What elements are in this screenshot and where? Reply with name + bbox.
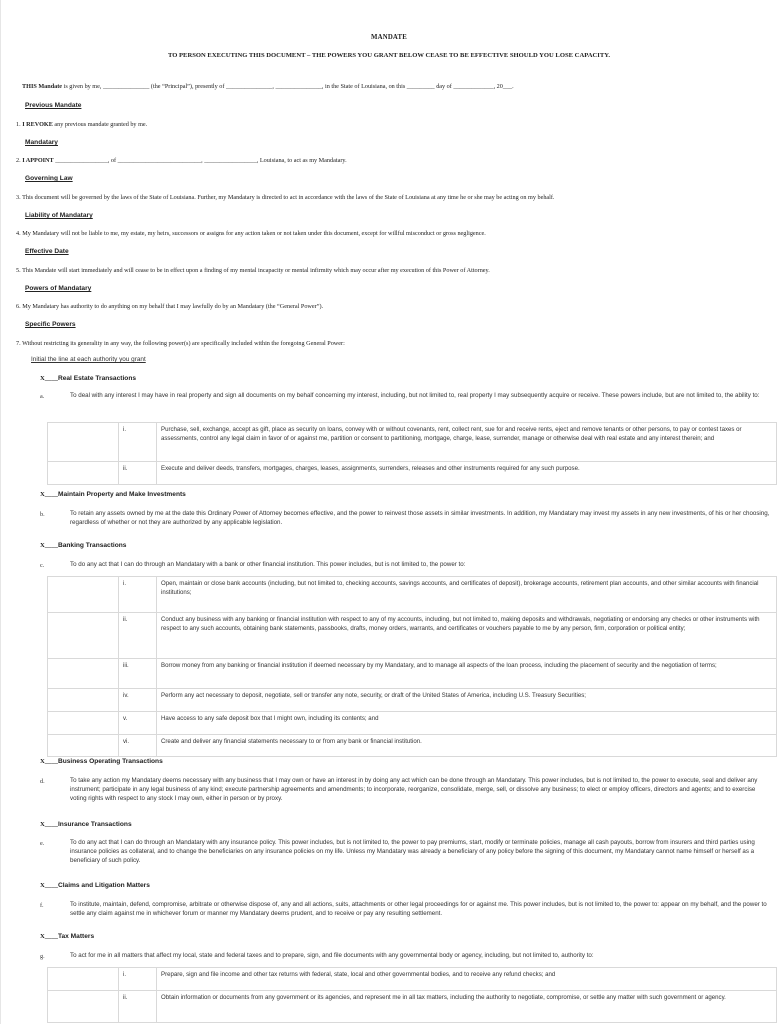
sub-item-text: Execute and deliver deeds, transfers, mortgages, charges, leases, assignments, surrenders, releases and other instruments required for any such purpose. bbox=[157, 462, 777, 485]
clause-1 bbox=[16, 121, 147, 129]
heading-effective-date: Effective Date bbox=[25, 248, 69, 255]
authority-letter: g. bbox=[40, 953, 45, 960]
clause-text: _________________, of ___________________________, _________________, Louisiana, to act as my Mandatary. bbox=[53, 157, 347, 164]
clause-number: 7. bbox=[16, 340, 21, 347]
sub-item-text: Conduct any business with any banking or financial institution with respect to any of my accounts, including, but not limited to, making deposits and withdrawals, negotiating or endorsing any checks or other instruments with respect to any such accounts, obtaining bank statements, passbooks, drafts, money orders, warrants, and certificates or vouchers payable to me by any person, firm, corporation or political entity; bbox=[157, 613, 777, 659]
initial-line[interactable]: X____ bbox=[40, 491, 58, 498]
sub-item-text: Prepare, sign and file income and other tax returns with federal, state, local and other governmental bodies, and to receive any refund checks; and bbox=[157, 968, 777, 991]
document-title: MANDATE bbox=[370, 34, 407, 41]
sub-item-number: iv. bbox=[119, 689, 157, 712]
clause-6 bbox=[16, 303, 323, 311]
sub-item-number: ii. bbox=[119, 613, 157, 659]
initial-line[interactable]: X____ bbox=[40, 758, 58, 765]
table-row bbox=[48, 689, 777, 712]
authority-maintain-property bbox=[40, 491, 186, 500]
authority-letter: a. bbox=[40, 393, 45, 400]
clause-text: My Mandatary will not be liable to me, my estate, my heirs, successors or assigns for any action taken or not taken under this document, except for willful misconduct or gross negligence. bbox=[22, 230, 486, 237]
intro-bold-lead: THIS Mandate bbox=[22, 83, 63, 90]
authority-label: Banking Transactions bbox=[57, 542, 127, 549]
table-row bbox=[48, 462, 777, 485]
heading-previous-mandate: Previous Mandate bbox=[25, 102, 82, 109]
sub-item-number: ii. bbox=[119, 462, 157, 485]
table-row bbox=[48, 991, 777, 1023]
sub-item-text: Purchase, sell, exchange, accept as gift, place as security on loans, convey with or without covenants, rent, collect rent, sue for and receive rents, eject and remove tenants or other persons, to pay or contest taxes or assessments, control any legal claim in favor of or against me, partition or consent to partitioning, mortgage, charge, lease, surrender, manage or otherwise deal with real estate and any interest therein; and bbox=[157, 423, 777, 462]
authority-letter: e. bbox=[40, 840, 45, 847]
clause-7 bbox=[16, 340, 345, 348]
authority-label: Insurance Transactions bbox=[57, 821, 132, 828]
heading-governing-law: Governing Law bbox=[25, 175, 73, 182]
document-subtitle: TO PERSON EXECUTING THIS DOCUMENT – THE POWERS YOU GRANT BELOW CEASE TO BE EFFECTIVE SHOULD YOU LOSE CAPACITY. bbox=[167, 52, 611, 59]
heading-liability: Liability of Mandatary bbox=[25, 212, 93, 219]
authority-text: To act for me in all matters that affect my local, state and federal taxes and to prepare, sign, and file documents with any governmental body or agency, including, but not limited to, authority to: bbox=[70, 952, 594, 959]
clause-2 bbox=[16, 157, 347, 165]
authority-letter: b. bbox=[40, 511, 45, 518]
authority-banking bbox=[40, 542, 126, 551]
clause-text: any previous mandate granted by me. bbox=[52, 121, 148, 128]
clause-number: 5. bbox=[16, 267, 21, 274]
sub-item-text: Perform any act necessary to deposit, negotiate, sell or transfer any note, security, or draft of the United States of America, including U.S. Treasury Securities; bbox=[157, 689, 777, 712]
sub-items-table bbox=[47, 967, 777, 1023]
clause-text: My Mandatary has authority to do anything on my behalf that I may lawfully do by an Mandatary (the “General Power”). bbox=[22, 303, 324, 310]
sub-item-number: iii. bbox=[119, 659, 157, 689]
authority-letter: f. bbox=[40, 902, 44, 909]
initial-line[interactable]: X____ bbox=[40, 375, 58, 382]
authority-letter: d. bbox=[40, 778, 45, 785]
initial-line[interactable]: X____ bbox=[40, 542, 58, 549]
authority-letter: c. bbox=[40, 562, 45, 569]
authority-label: Business Operating Transactions bbox=[57, 758, 163, 765]
clause-text: This Mandate will start immediately and will cease to be in effect upon a finding of my mental incapacity or mental infirmity which may occur after my execution of this Power of Attorney. bbox=[22, 267, 490, 274]
intro-text: is given by me, _______________ (the “Principal”), presently of _______________, _______________, in the State of Louisiana, on this _________ day of _____________, 20___. bbox=[62, 83, 514, 90]
heading-mandatary: Mandatary bbox=[25, 139, 58, 146]
initial-line[interactable]: X____ bbox=[40, 882, 58, 889]
sub-items-table bbox=[47, 576, 777, 757]
sub-item-text: Create and deliver any financial statements necessary to or from any bank or financial institution. bbox=[157, 735, 777, 757]
clause-number: 3. bbox=[16, 194, 21, 201]
table-row bbox=[48, 613, 777, 659]
authority-text: To take any action my Mandatary deems necessary with any business that I may own or have an interest in by doing any act which can be done through an Mandatary. This power includes, but is not limited to, the power to execute, seal and deliver any instrument; participate in any legal business of any kind; execute partnership agreements and amendments; to incorporate, reorganize, consolidate, merge, sell, or dissolve any business; to elect or employ officers, directors and agents; and to exercise voting rights with respect to any stock I may own, either in person or by proxy. bbox=[70, 777, 758, 802]
authority-tax bbox=[40, 933, 94, 942]
authority-text: To do any act that I can do through an Mandatary with any insurance policy. This power includes, but is not limited to, the power to pay premiums, start, modify or terminate policies, manage all cash payouts, borrow from insurers and third parties using insurance policies as collateral, and to change the beneficiaries on any insurance policies on my life. Unless my Mandatary was already a beneficiary of any policy before the signing of this document, my Mandatary cannot name himself or herself as a beneficiary of such policy. bbox=[70, 839, 755, 864]
clause-text: This document will be governed by the laws of the State of Louisiana. Further, my Mandatary is directed to act in accordance with the laws of the State of Louisiana at any time he or she may be acting on my behalf. bbox=[22, 194, 555, 201]
authority-text: To deal with any interest I may have in real property and sign all documents on my behalf concerning my interest, including, but not limited to, real property I may subsequently acquire or receive. These powers include, but are not limited to, the ability to: bbox=[70, 392, 760, 399]
intro-paragraph bbox=[22, 83, 514, 91]
sub-item-number: i. bbox=[119, 423, 157, 462]
heading-specific-powers: Specific Powers bbox=[25, 321, 76, 328]
authority-label: Tax Matters bbox=[57, 933, 95, 940]
sub-item-number: ii. bbox=[119, 991, 157, 1023]
sub-item-text: Open, maintain or close bank accounts (including, but not limited to, checking accounts, savings accounts, and certificates of deposit), brokerage accounts, retirement plan accounts, and other similar accounts with financial institutions; bbox=[157, 577, 777, 613]
table-row bbox=[48, 712, 777, 735]
clause-number: 1. bbox=[16, 121, 21, 128]
clause-number: 2. bbox=[16, 157, 21, 164]
sub-item-number: i. bbox=[119, 577, 157, 613]
instruction-initial: Initial the line at each authority you grant bbox=[31, 356, 146, 363]
sub-items-table bbox=[47, 422, 777, 485]
authority-text: To do any act that I can do through an Mandatary with a bank or other financial institution. This power includes, but is not limited to, the power to: bbox=[70, 561, 466, 568]
clause-bold: I REVOKE bbox=[22, 121, 53, 128]
clause-text: Without restricting its generality in any way, the following power(s) are specifically included within the foregoing General Power: bbox=[22, 340, 345, 347]
table-row bbox=[48, 735, 777, 757]
authority-label: Maintain Property and Make Investments bbox=[57, 491, 186, 498]
authority-real-estate bbox=[40, 375, 136, 384]
table-row bbox=[48, 659, 777, 689]
clause-3 bbox=[16, 194, 554, 202]
authority-label: Claims and Litigation Matters bbox=[57, 882, 150, 889]
clause-5 bbox=[16, 267, 490, 275]
clause-4 bbox=[16, 230, 486, 238]
clause-number: 6. bbox=[16, 303, 21, 310]
clause-bold: I APPOINT bbox=[22, 157, 54, 164]
sub-item-number: i. bbox=[119, 968, 157, 991]
sub-item-number: vi. bbox=[119, 735, 157, 757]
heading-powers: Powers of Mandatary bbox=[25, 285, 92, 292]
clause-number: 4. bbox=[16, 230, 21, 237]
table-row bbox=[48, 577, 777, 613]
table-row bbox=[48, 968, 777, 991]
table-row bbox=[48, 423, 777, 462]
authority-text: To retain any assets owned by me at the date this Ordinary Power of Attorney becomes effective, and the power to reinvest those assets in similar investments. In addition, my Mandatary may invest my assets in any new investments, of his or her choosing, regardless of whether or not they are authorized by any applicable legislation. bbox=[70, 510, 770, 526]
sub-item-text: Borrow money from any banking or financial institution if deemed necessary by my Mandatary, and to manage all aspects of the loan process, including the placement of security and the negotiation of terms; bbox=[157, 659, 777, 689]
initial-line[interactable]: X____ bbox=[40, 933, 58, 940]
sub-item-text: Obtain information or documents from any government or its agencies, and represent me in all tax matters, including the authority to negotiate, compromise, or settle any matter with such government or agency. bbox=[157, 991, 777, 1023]
authority-label: Real Estate Transactions bbox=[57, 375, 137, 382]
authority-insurance bbox=[40, 821, 132, 830]
sub-item-number: v. bbox=[119, 712, 157, 735]
authority-business bbox=[40, 758, 163, 767]
authority-text: To institute, maintain, defend, compromise, arbitrate or otherwise dispose of, any and all actions, suits, attachments or other legal proceedings for or against me. This power includes, but is not limited to, the power to: appear on my behalf, and the power to settle any claim against me in whichever forum or manner my Mandatary deems prudent, and to receive or pay any resulting settlement. bbox=[70, 901, 767, 917]
page-edge bbox=[0, 0, 1, 1024]
authority-claims bbox=[40, 882, 150, 891]
sub-item-text: Have access to any safe deposit box that I might own, including its contents; and bbox=[157, 712, 777, 735]
initial-line[interactable]: X____ bbox=[40, 821, 58, 828]
